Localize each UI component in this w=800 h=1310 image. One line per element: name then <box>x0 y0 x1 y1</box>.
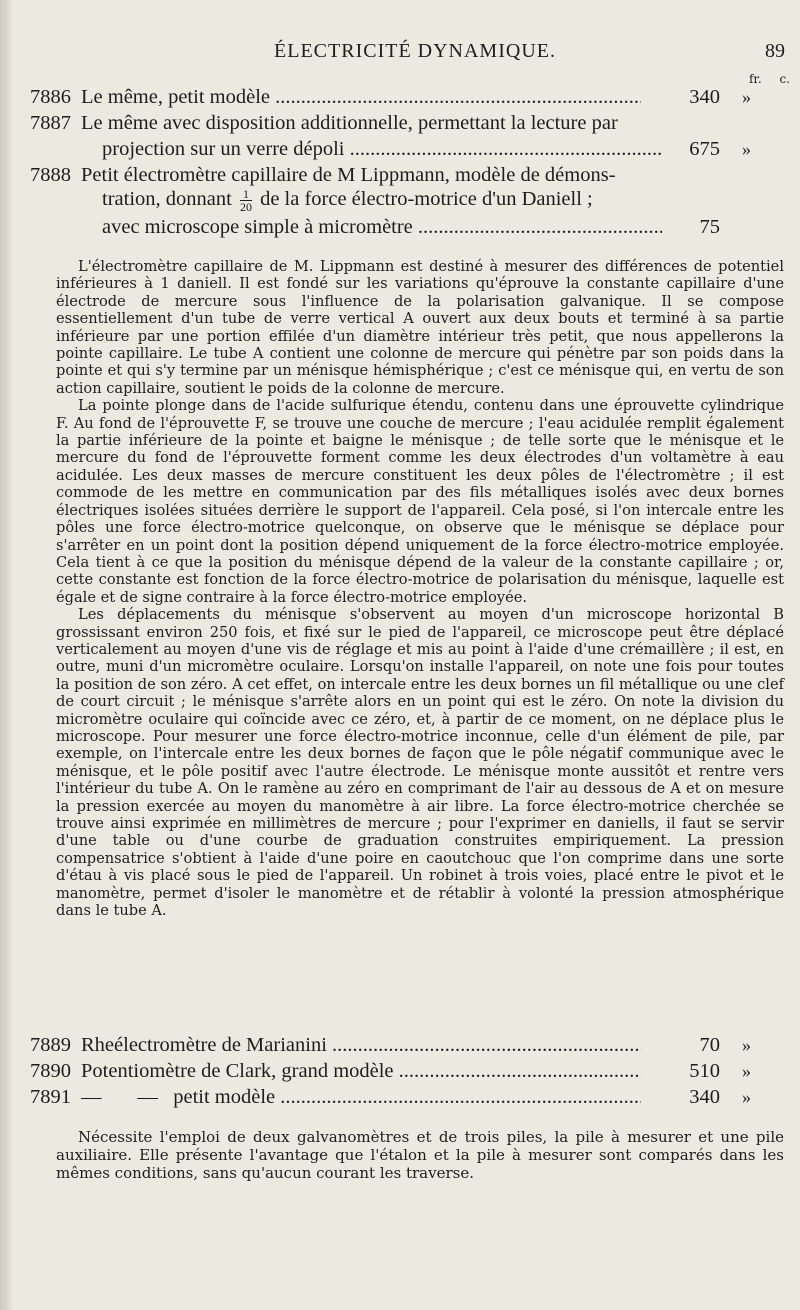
catalog-entry <box>30 1058 790 1084</box>
entry-number: 7891 <box>30 1086 71 1108</box>
entry-price: 340 <box>689 86 720 108</box>
note-paragraph: Nécessite l'emploi de deux galvanomètres et de trois piles, la pile à mesurer et une pile auxiliaire. Elle présente l'avantage que l'étalon et la pile à mesurer sont comparés dans les mêmes conditions, sans qu'aucun courant les traverse. <box>56 1128 784 1182</box>
fraction-numerator: 1 <box>240 188 252 201</box>
entry-number: 7889 <box>30 1034 71 1056</box>
entry-number: 7888 <box>30 164 71 186</box>
description-paragraph: Les déplacements du ménisque s'observent au moyen d'un microscope horizontal B grossissant environ 250 fois, et fixé sur le pied de l'appareil, ce microscope peut être déplacé verticalement au moyen d'une vis de réglage et mis au point à l'aide d'une crémaillère ; il est, en outre, muni d'un micromètre oculaire. Lorsqu'on installe l'appareil, on note une fois pour toutes la position de son zéro. A cet effet, on intercale entre les deux bornes un fil métallique ou une clef de court circuit ; le ménisque s'arrête alors en un point qui est le zéro. On note la division du micromètre oculaire qui coïncide avec ce zéro, et, à partir de ce moment, on ne déplace plus le microscope. Pour mesurer une force électro-motrice inconnue, celle d'un élément de pile, par exemple, on l'intercale entre les deux bornes de façon que le pôle négatif communique avec le ménisque, et le pôle positif avec l'autre électrode. Le ménisque monte aussitôt et rentre vers l'intérieur du tube A. On le ramène au zéro en comprimant de l'air au dessous de A et on mesure la pression exercée au moyen du manomètre à air libre. La force électro-motrice cherchée se trouve ainsi exprimée en millimètres de mercure ; pour l'exprimer en daniells, il faut se servir d'une table ou d'une courbe de graduation construites empiriquement. La pression compensatrice s'obtient à l'aide d'une poire en caoutchouc que l'on comprime dans une sorte d'étau à vis placé sous le pied de l'appareil. Un robinet à trois voies, placé entre le pivot et le manomètre, permet d'isoler le manomètre et de rétablir à volonté la pression atmosphérique dans le tube A. <box>56 606 784 920</box>
entry-cents: » <box>742 1061 751 1081</box>
entry-description: Rheélectromètre de Marianini ..... <box>81 1032 641 1058</box>
entry-cents: » <box>742 87 751 107</box>
entry-7891-note <box>56 1128 784 1182</box>
entry-text-segment: tration, donnant <box>102 188 232 210</box>
entry-description-line: projection sur un verre dépoli ..... <box>102 136 662 162</box>
entry-text-segment: de la force électro-motrice d'un Daniell ; <box>260 188 593 210</box>
entry-cents: » <box>742 1035 751 1055</box>
entry-description-line <box>102 186 662 213</box>
entry-number: 7886 <box>30 86 71 108</box>
entry-cents: » <box>742 139 751 159</box>
catalog-entry <box>30 1084 790 1110</box>
catalog-entry <box>30 162 790 242</box>
entry-description: Le même, petit modèle ..... <box>81 84 641 110</box>
entry-number: 7890 <box>30 1060 71 1082</box>
fraction-denominator: 20 <box>239 199 252 213</box>
entry-description: Potentiomètre de Clark, grand modèle ..... <box>81 1058 641 1084</box>
page-binding-edge <box>0 0 12 1310</box>
entry-price: 675 <box>689 138 720 160</box>
entry-description-line: avec microscope simple à micromètre ..... <box>102 214 662 240</box>
entry-description-line: Le même avec disposition additionnelle, permettant la lecture par <box>81 112 618 134</box>
entry-price: 510 <box>689 1060 720 1082</box>
fraction <box>240 188 252 213</box>
currency-column-header: fr. c. <box>748 72 790 86</box>
entry-description-line: Petit électromètre capillaire de M Lippmann, modèle de démons- <box>81 164 616 186</box>
entry-7888-description <box>56 258 784 919</box>
entry-number: 7887 <box>30 112 71 134</box>
header-title: ÉLECTRICITÉ DYNAMIQUE. <box>274 40 556 62</box>
catalog-entry <box>30 110 790 162</box>
entry-price: 340 <box>689 1086 720 1108</box>
catalog-entry <box>30 1032 790 1058</box>
catalog-entry <box>30 84 790 110</box>
entry-price: 70 <box>699 1034 720 1056</box>
entry-price: 75 <box>699 216 720 238</box>
page-number: 89 <box>765 40 785 62</box>
entry-description: — — petit modèle ..... <box>81 1084 641 1110</box>
description-paragraph: La pointe plonge dans de l'acide sulfurique étendu, contenu dans une éprouvette cylindrique F. Au fond de l'éprouvette F, se trouve une couche de mercure ; l'eau acidulée remplit également la partie inférieure de la pointe et baigne le ménisque ; de telle sorte que le ménisque et le mercure du fond de l'éprouvette forment comme les deux électrodes d'un voltamètre à eau acidulée. Les deux masses de mercure constituent les deux pôles de l'électromètre ; il est commode de les mettre en communication par des fils métalliques isolés avec deux bornes électriques isolées situées derrière le support de l'appareil. Cela posé, si l'on intercale entre les pôles une force électro-motrice quelconque, on observe que le ménisque se déplace pour s'arrêter en un point dont la position dépend uniquement de la force électro-motrice employée. Cela tient à ce que la position du ménisque dépend de la valeur de la constante capillaire ; or, cette constante est fonction de la force électro-motrice de polarisation du ménisque, laquelle est égale et de signe contraire à la force électro-motrice employée. <box>56 397 784 606</box>
running-header <box>0 40 800 70</box>
entry-cents: » <box>742 1087 751 1107</box>
description-paragraph: L'électromètre capillaire de M. Lippmann est destiné à mesurer des différences de potentiel inférieures à 1 daniell. Il est fondé sur les variations qu'éprouve la constante capillaire d'une électrode de mercure sous l'influence de la polarisation galvanique. Il se compose essentiellement d'un tube de verre vertical A ouvert aux deux bouts et terminé à sa partie inférieure par une portion effilée d'un diamètre intérieur très petit, que nous appellerons la pointe capillaire. Le tube A contient une colonne de mercure qui pénètre par son poids dans la pointe et qui s'y termine par un ménisque hémisphérique ; c'est ce ménisque qui, en vertu de son action capillaire, soutient le poids de la colonne de mercure. <box>56 258 784 397</box>
